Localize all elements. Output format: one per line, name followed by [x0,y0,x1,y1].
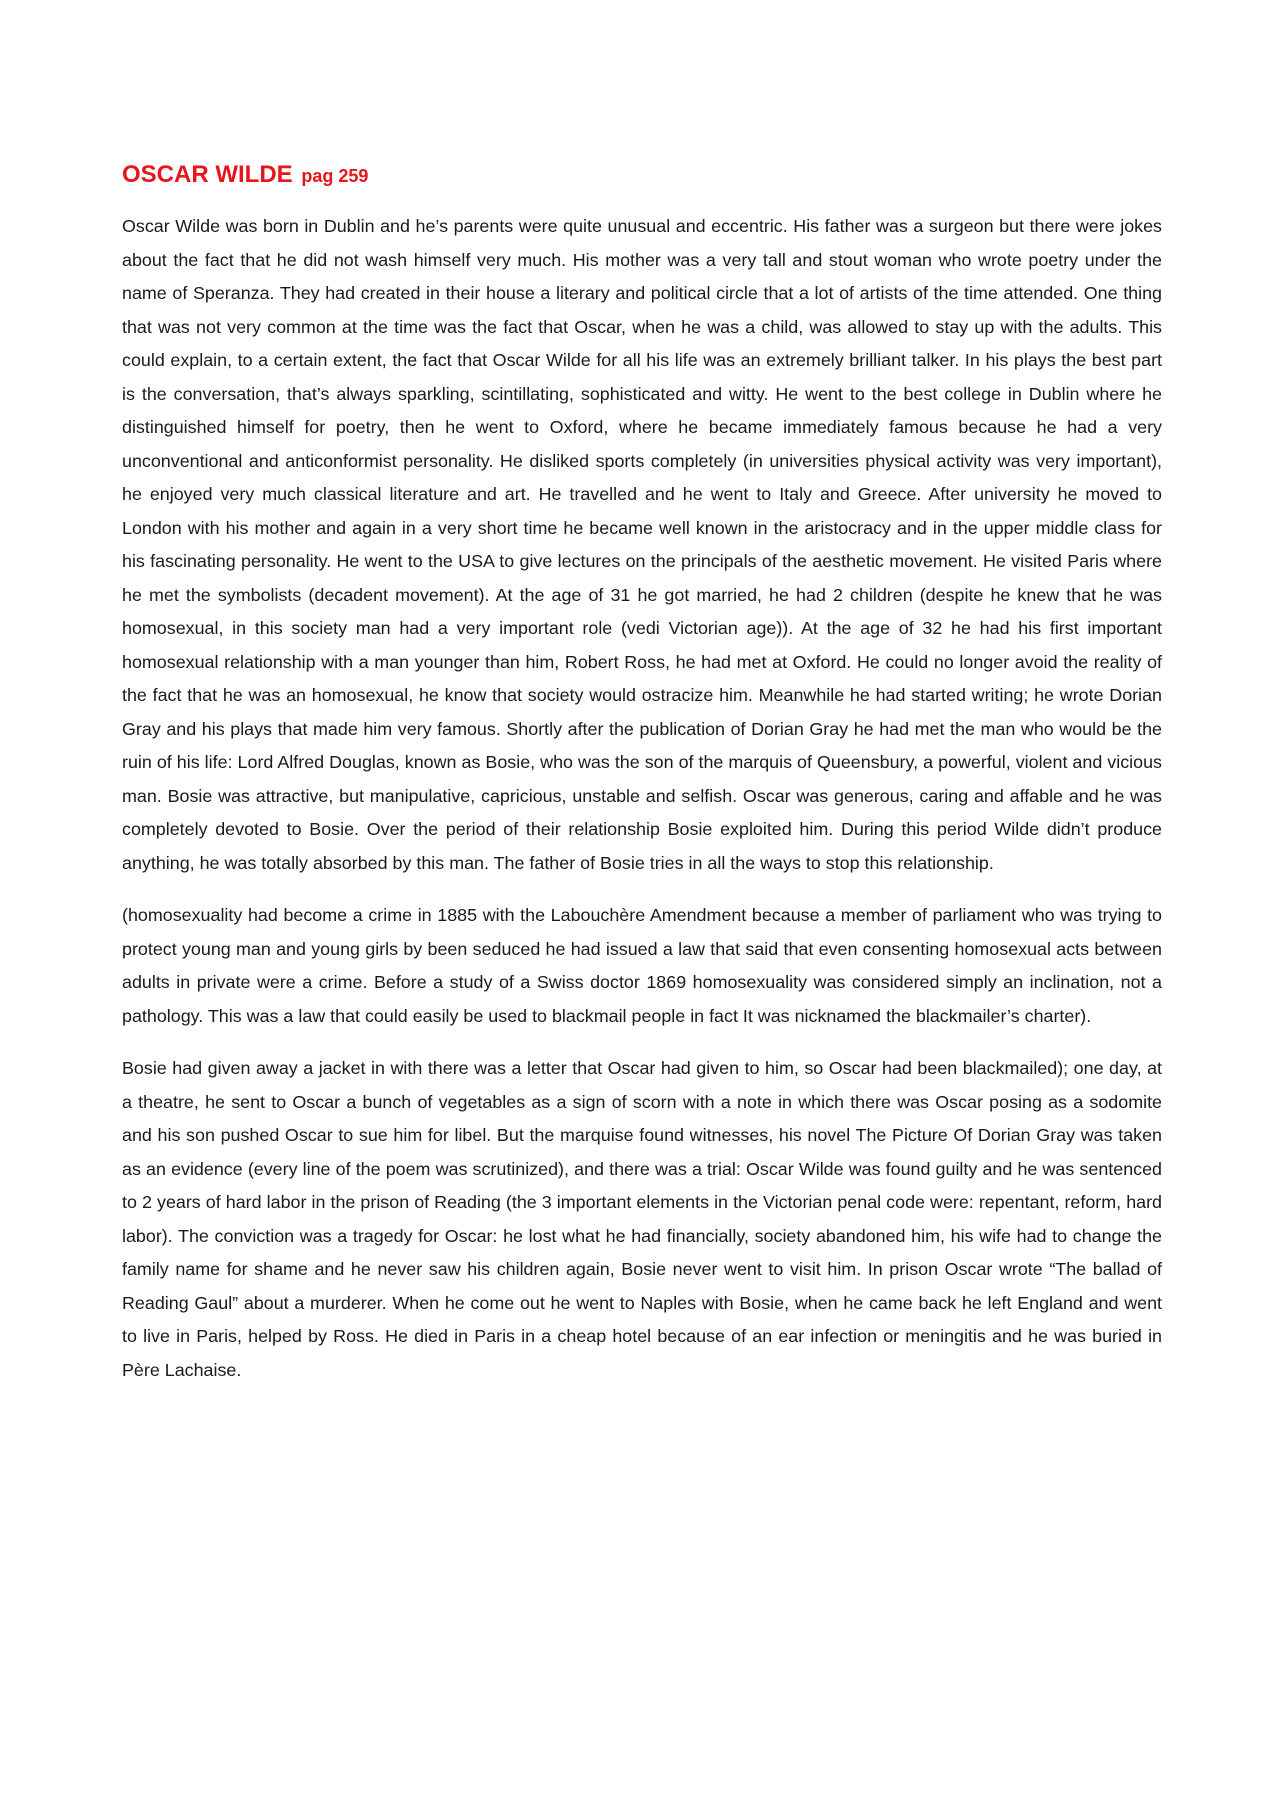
document-page [122,157,1162,1406]
title-text: OSCAR WILDE [122,161,293,188]
paragraph-labouchere-note: (homosexuality had become a crime in 1885 with the Labouchère Amendment because a member of parliament who was trying to protect young man and young girls by been seduced he had issued a law that said that even consenting homosexual acts between adults in private were a crime. Before a study of a Swiss doctor 1869 homosexuality was considered simply an inclination, not a pathology. This was a law that could easily be used to blackmail people in fact It was nicknamed the blackmailer’s charter). [122,905,1162,1026]
paragraph-trial: Bosie had given away a jacket in with there was a letter that Oscar had given to him, so Oscar had been blackmailed); one day, at a theatre, he sent to Oscar a bunch of vegetables as a sign of scorn with a note in which there was Oscar posing as a sodomite and his son pushed Oscar to sue him for libel. But the marquise found witnesses, his novel The Picture Of Dorian Gray was taken as an evidence (every line of the poem was scrutinized), and there was a trial: Oscar Wilde was found guilty and he was sentenced to 2 years of hard labor in the prison of Reading (the 3 important elements in the Victorian penal code were: repentant, reform, hard labor). The conviction was a tragedy for Oscar: he lost what he had financially, society abandoned him, his wife had to change the family name for shame and he never saw his children again, Bosie never went to visit him. In prison Oscar wrote “The ballad of Reading Gaul” about a murderer. When he come out he went to Naples with Bosie, when he came back he left England and went to live in Paris, helped by Ross. He died in Paris in a cheap hotel because of an ear infection or meningitis and he was buried in Père Lachaise. [122,1058,1162,1380]
page-title [122,157,1162,194]
title-page-reference: pag 259 [301,166,369,186]
paragraph-biography: Oscar Wilde was born in Dublin and he’s parents were quite unusual and eccentric. His father was a surgeon but there were jokes about the fact that he did not wash himself very much. His mother was a very tall and stout woman who wrote poetry under the name of Speranza. They had created in their house a literary and political circle that a lot of artists of the time attended. One thing that was not very common at the time was the fact that Oscar, when he was a child, was allowed to stay up with the adults. This could explain, to a certain extent, the fact that Oscar Wilde for all his life was an extremely brilliant talker. In his plays the best part is the conversation, that’s always sparkling, scintillating, sophisticated and witty. He went to the best college in Dublin where he distinguished himself for poetry, then he went to Oxford, where he became immediately famous because he had a very unconventional and anticonformist personality. He disliked sports completely (in universities physical activity was very important), he enjoyed very much classical literature and art. He travelled and he went to Italy and Greece. After university he moved to London with his mother and again in a very short time he became well known in the aristocracy and in the upper middle class for his fascinating personality. He went to the USA to give lectures on the principals of the aesthetic movement. He visited Paris where he met the symbolists (decadent movement). At the age of 31 he got married, he had 2 children (despite he knew that he was homosexual, in this society man had a very important role (vedi Victorian age)). At the age of 32 he had his first important homosexual relationship with a man younger than him, Robert Ross, he had met at Oxford. He could no longer avoid the reality of the fact that he was an homosexual, he know that society would ostracize him. Meanwhile he had started writing; he wrote Dorian Gray and his plays that made him very famous. Shortly after the publication of Dorian Gray he had met the man who would be the ruin of his life: Lord Alfred Douglas, known as Bosie, who was the son of the marquis of Queensbury, a powerful, violent and vicious man. Bosie was attractive, but manipulative, capricious, unstable and selfish. Oscar was generous, caring and affable and he was completely devoted to Bosie. Over the period of their relationship Bosie exploited him. During this period Wilde didn’t produce anything, he was totally absorbed by this man. The father of Bosie tries in all the ways to stop this relationship. [122,216,1162,873]
